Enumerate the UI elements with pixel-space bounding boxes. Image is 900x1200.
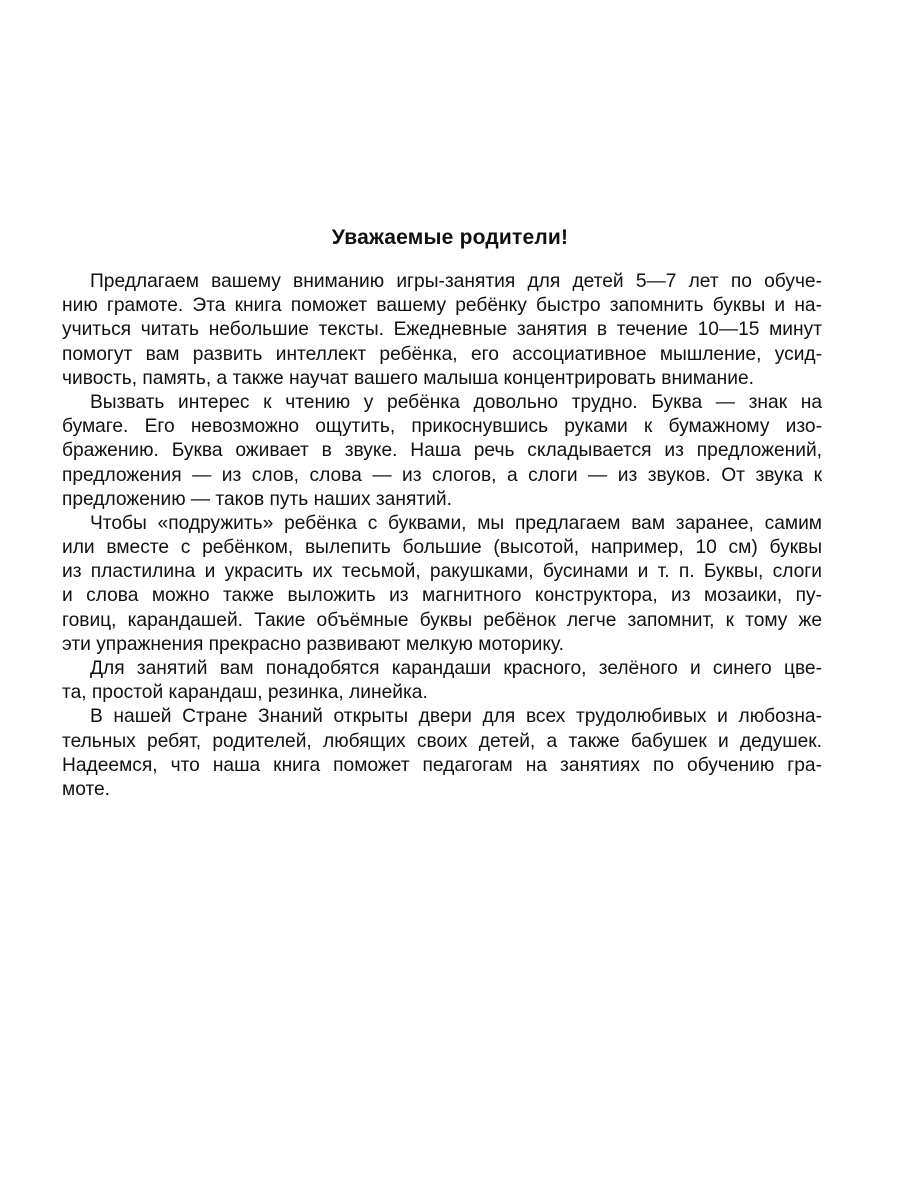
text-line: из пластилина и украсить их тесьмой, ракушками, бусинами и т. п. Буквы, слоги <box>62 561 822 583</box>
text-line: и слова можно также выложить из магнитного конструктора, из мозаики, пу- <box>62 585 822 607</box>
text-line: предложения — из слов, слова — из слогов, а слоги — из звуков. От звука к <box>62 464 822 486</box>
text-line: или вместе с ребёнком, вылепить большие (высотой, например, 10 см) буквы <box>62 537 822 559</box>
text-line: Чтобы «подружить» ребёнка с буквами, мы предлагаем вам заранее, самим <box>90 512 822 534</box>
text-line: Вызвать интерес к чтению у ребёнка довольно трудно. Буква — знак на <box>90 391 822 413</box>
text-line: бумаге. Его невозможно ощутить, прикоснувшись руками к бумажному изо- <box>62 416 822 438</box>
text-line: нию грамоте. Эта книга поможет вашему ребёнку быстро запомнить буквы и на- <box>62 295 822 317</box>
text-line: эти упражнения прекрасно развивают мелкую моторику. <box>62 633 564 655</box>
text-line: предложению — таков путь наших занятий. <box>62 488 452 510</box>
text-line: Для занятий вам понадобятся карандаши красного, зелёного и синего цве- <box>90 658 822 679</box>
text-line: Предлагаем вашему вниманию игры-занятия для детей 5—7 лет по обуче- <box>90 271 822 292</box>
text-line: чивость, память, а также научат вашего малыша концентрировать внимание. <box>62 367 754 389</box>
text-line: говиц, карандашей. Такие объёмные буквы ребёнок легче запомнит, к тому же <box>62 609 822 631</box>
text-line: помогут вам развить интеллект ребёнка, его ассоциативное мышление, усид- <box>62 343 822 365</box>
text-line: тельных ребят, родителей, любящих своих детей, а также бабушек и дедушек. <box>62 730 822 752</box>
text-line: бражению. Буква оживает в звуке. Наша речь складывается из предложений, <box>62 440 822 462</box>
text-line: В нашей Стране Знаний открыты двери для всех трудолюбивых и любозна- <box>90 706 822 728</box>
text-line: учиться читать небольшие тексты. Ежедневные занятия в течение 10—15 минут <box>62 319 822 341</box>
text-line: Надеемся, что наша книга поможет педагогам на занятиях по обучению гра- <box>62 754 822 776</box>
text-line: моте. <box>62 778 111 800</box>
page-title: Уважаемые родители! <box>331 226 569 249</box>
text-line: та, простой карандаш, резинка, линейка. <box>62 682 428 704</box>
body-text <box>62 270 822 802</box>
